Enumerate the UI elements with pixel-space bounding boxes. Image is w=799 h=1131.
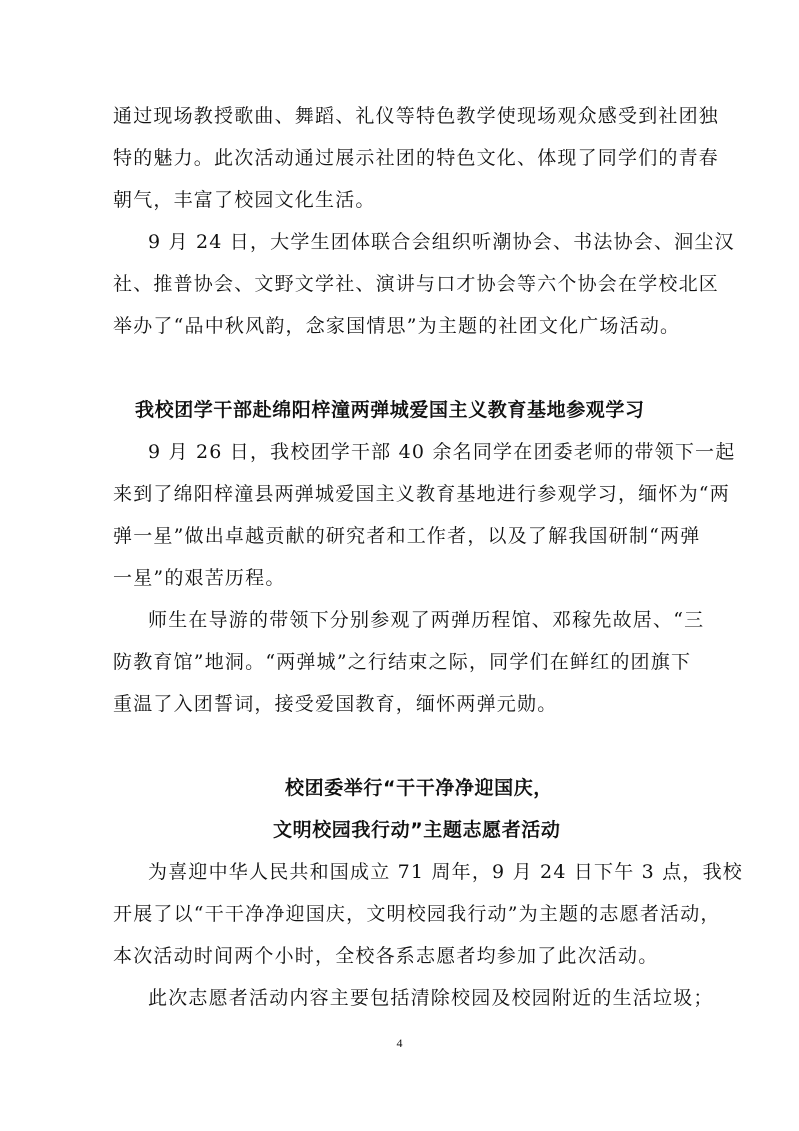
paragraph-line: 为喜迎中华人民共和国成立 71 周年，9 月 24 日下午 3 点，我校 [148,861,744,883]
paragraph-line: 9 月 24 日，大学生团体联合会组织听潮协会、书法协会、洄尘汉 [148,231,735,253]
paragraph-line: 一星”的艰苦历程。 [113,567,286,589]
paragraph-line: 通过现场教授歌曲、舞蹈、礼仪等特色教学使现场观众感受到社团独 [113,105,720,127]
paragraph-line: 开展了以“干干净净迎国庆，文明校园我行动”为主题的志愿者活动， [113,903,721,925]
article-title: 文明校园我行动”主题志愿者活动 [273,819,561,841]
paragraph-line: 特的魅力。此次活动通过展示社团的特色文化、体现了同学们的青春 [113,147,720,169]
paragraph-line: 弹一星”做出卓越贡献的研究者和工作者，以及了解我国研制“两弹 [113,525,701,547]
paragraph-line: 重温了入团誓词，接受爱国教育，缅怀两弹元勋。 [113,693,558,715]
paragraph-line: 社、推普协会、文野文学社、演讲与口才协会等六个协会在学校北区 [113,273,720,295]
paragraph-line: 防教育馆”地洞。“两弹城”之行结束之际，同学们在鲜红的团旗下 [113,651,692,673]
page-number: 4 [396,1036,403,1050]
paragraph-line: 此次志愿者活动内容主要包括清除校园及校园附近的生活垃圾； [148,987,714,1009]
paragraph-line: 本次活动时间两个小时，全校各系志愿者均参加了此次活动。 [113,945,659,967]
article-title: 校团委举行“干干净净迎国庆， [285,777,553,799]
paragraph-line: 师生在导游的带领下分别参观了两弹历程馆、邓稼先故居、“三 [148,609,705,631]
article-title: 我校团学干部赴绵阳梓潼两弹城爱国主义教育基地参观学习 [135,399,645,421]
paragraph-line: 朝气，丰富了校园文化生活。 [113,189,376,211]
paragraph-line: 举办了“品中秋风韵，念家国情思”为主题的社团文化广场活动。 [113,315,681,337]
paragraph-line: 9 月 26 日，我校团学干部 40 余名同学在团委老师的带领下一起 [148,441,736,463]
paragraph-line: 来到了绵阳梓潼县两弹城爱国主义教育基地进行参观学习，缅怀为“两 [113,483,730,505]
